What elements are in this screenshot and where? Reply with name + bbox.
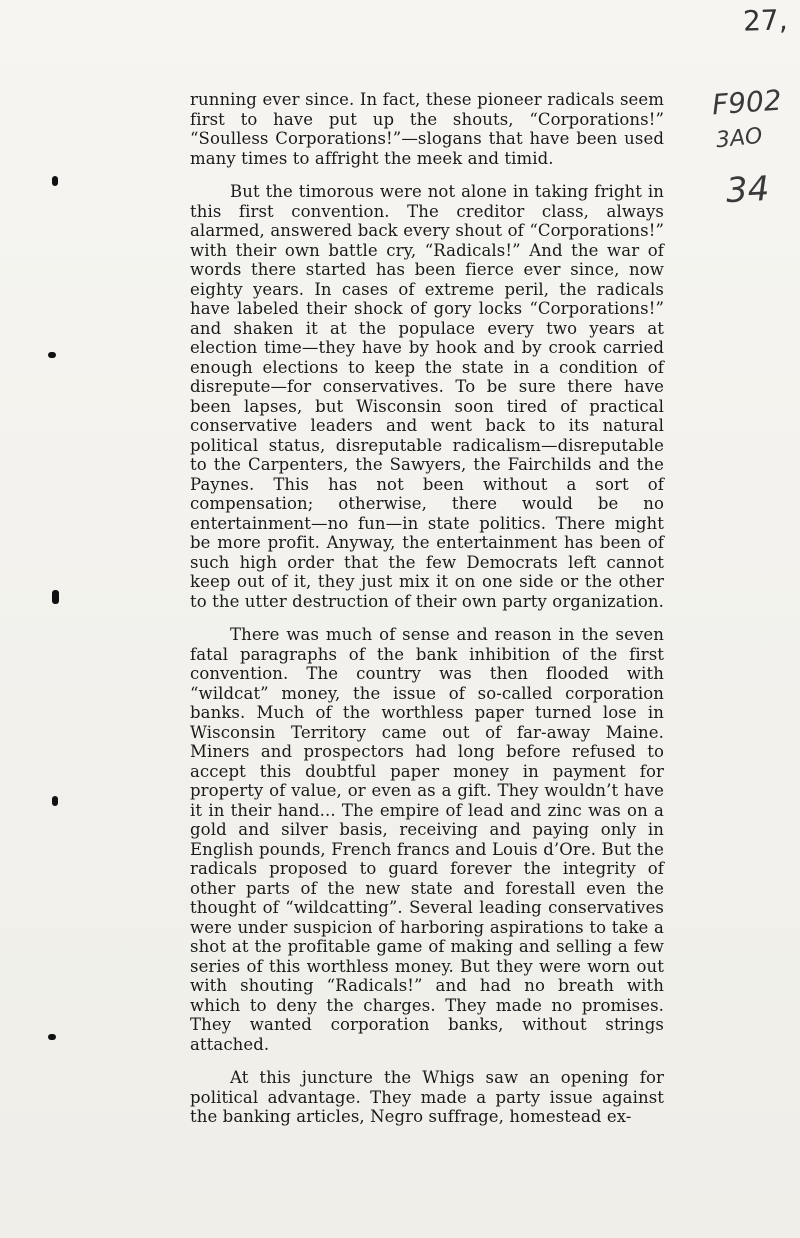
paragraph-bank-inhibition: There was much of sense and reason in the seven fatal paragraphs of the bank inhibition of the first convention. The country was then flooded with “wildcat” money, the issue of so-called corporation banks. Much of the worthless paper turned lose in Wisconsin Territory came out of far-away Maine. Miners and prospectors had long before refused to accept this doubtful paper money in payment for property of value, or even as a gift. They wouldn’t have it in their hand... The empire of lead and zinc was on a gold and silver basis, receiving and paying only in English pounds, French francs and Louis d’Ore. But the radicals proposed to guard forever the integrity of other parts of the new state and forestall even the thought of “wildcatting”. Several leading conservatives were under suspicion of harboring aspirations to take a shot at the profitable game of making and selling a few series of this worthless money. But they were worn out with shouting “Radicals!” and had no breath with which to deny the charges. They made no promises. They wanted corporation banks, without strings attached. — [190, 625, 664, 1054]
punch-hole-mark — [48, 352, 56, 358]
punch-hole-mark — [52, 176, 58, 186]
margin-annotation-code: 3AO — [714, 123, 764, 154]
paragraph-whigs: At this juncture the Whigs saw an opening for political advantage. They made a party issue against the banking articles, Negro suffrage, homestead ex- — [190, 1068, 664, 1126]
punch-hole-mark — [48, 1034, 56, 1040]
punch-hole-mark — [52, 796, 58, 806]
margin-annotation-number: 34 — [724, 168, 771, 212]
page-number: 27, — [742, 3, 789, 38]
paragraph-continuation: running ever since. In fact, these pioneer radicals seem first to have put up the shouts, “Corporations!” “Soulless Corporations!”—slogans that have been used many times to affright the meek and timid. — [190, 90, 664, 168]
body-text-column — [190, 90, 664, 1141]
margin-annotation-call-number: F902 — [710, 83, 783, 122]
punch-hole-mark — [52, 590, 59, 604]
paragraph-radicals-corporations: But the timorous were not alone in taking fright in this first convention. The creditor class, always alarmed, answered back every shout of “Corporations!” with their own battle cry, “Radicals!” And the war of words there started has been fierce ever since, now eighty years. In cases of extreme peril, the radicals have labeled their shock of gory locks “Corporations!” and shaken it at the populace every two years at election time—they have by hook and by crook carried enough elections to keep the state in a condition of disrepute—for conservatives. To be sure there have been lapses, but Wisconsin soon tired of practical conservative leaders and went back to its natural political status, disreputable radicalism—disreputable to the Carpenters, the Sawyers, the Fairchilds and the Paynes. This has not been without a sort of compensation; otherwise, there would be no entertainment—no fun—in state politics. There might be more profit. Anyway, the entertainment has been of such high order that the few Democrats left cannot keep out of it, they just mix it on one side or the other to the utter destruction of their own party organization. — [190, 182, 664, 611]
